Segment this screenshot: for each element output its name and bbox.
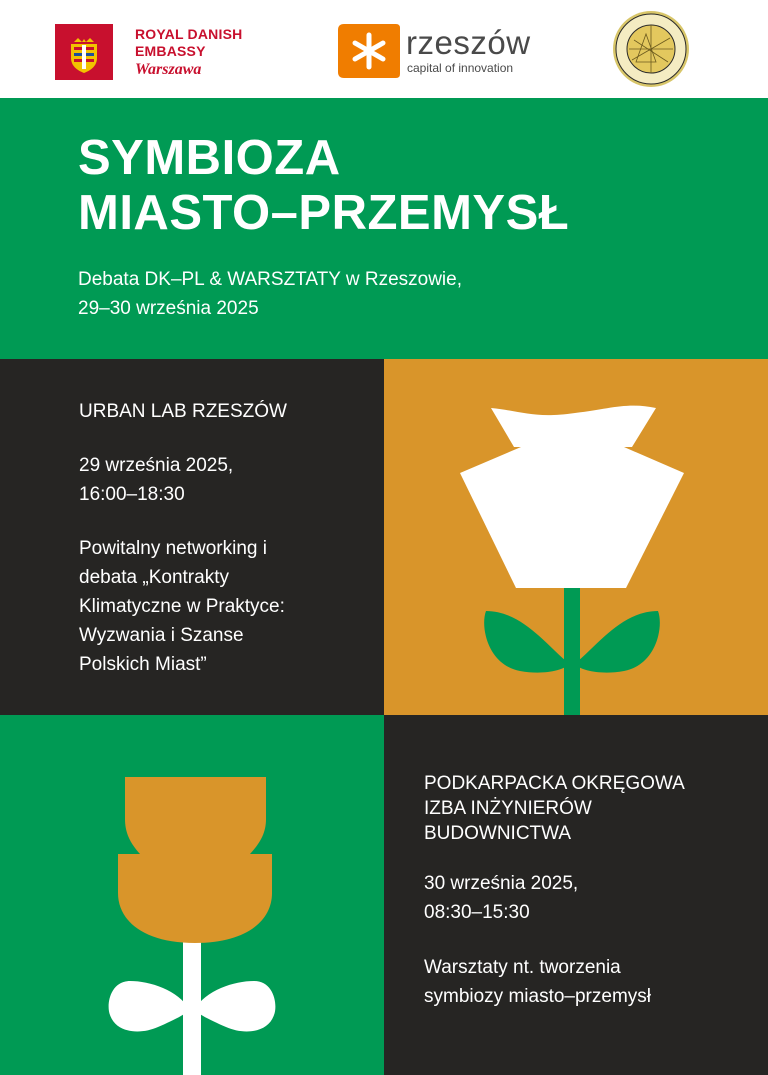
event-1-desc-line: Polskich Miast” bbox=[79, 654, 207, 675]
flower-bloom bbox=[118, 854, 272, 943]
event-1-desc-line: debata „Kontrakty bbox=[79, 567, 229, 588]
danish-coat-of-arms-icon bbox=[55, 24, 113, 80]
flower-petal-top bbox=[125, 777, 266, 854]
chamber-seal-icon bbox=[612, 10, 690, 88]
event-1-venue: URBAN LAB RZESZÓW bbox=[79, 401, 287, 422]
seal-graphic bbox=[612, 10, 690, 88]
embassy-wordmark bbox=[135, 26, 315, 79]
poster-subtitle bbox=[78, 265, 462, 323]
event-1-desc-line: Wyzwania i Szanse bbox=[79, 625, 244, 646]
event-2-venue-line: IZBA INŻYNIERÓW bbox=[424, 798, 592, 819]
event-2-description bbox=[424, 953, 651, 1011]
flower-leaf-left bbox=[109, 981, 190, 1031]
event-1-date-line-2: 16:00–18:30 bbox=[79, 484, 185, 505]
event-1-date bbox=[79, 451, 233, 509]
event-2-desc-line: symbiozy miasto–przemysł bbox=[424, 986, 651, 1007]
embassy-line-2: EMBASSY bbox=[135, 43, 206, 59]
event-1-desc-line: Powitalny networking i bbox=[79, 538, 267, 559]
event-2-date bbox=[424, 869, 578, 927]
event-2-panel bbox=[384, 715, 768, 1075]
event-2-venue-line: PODKARPACKA OKRĘGOWA bbox=[424, 773, 685, 794]
white-tulip-illustration bbox=[384, 359, 768, 715]
event-2-venue bbox=[424, 771, 685, 846]
rzeszow-name: rzeszów bbox=[406, 24, 531, 61]
event-1-description bbox=[79, 534, 285, 679]
event-2-date-line-2: 08:30–15:30 bbox=[424, 902, 530, 923]
seal-text bbox=[612, 10, 613, 11]
ochre-tulip-illustration bbox=[0, 715, 384, 1075]
subtitle-line-2: 29–30 września 2025 bbox=[78, 298, 259, 319]
event-2-desc-line: Warsztaty nt. tworzenia bbox=[424, 957, 621, 978]
logo-header bbox=[0, 0, 768, 98]
event-2-venue-line: BUDOWNICTWA bbox=[424, 823, 572, 844]
event-1-date-line-1: 29 września 2025, bbox=[79, 455, 234, 476]
rzeszow-tagline: capital of innovation bbox=[407, 61, 514, 75]
embassy-city: Warszawa bbox=[135, 61, 202, 78]
flower-leaf-right bbox=[194, 981, 275, 1031]
title-band bbox=[0, 98, 768, 359]
event-2-date-line-1: 30 września 2025, bbox=[424, 873, 579, 894]
event-1-panel bbox=[0, 359, 384, 715]
event-1-desc-line: Klimatyczne w Praktyce: bbox=[79, 596, 285, 617]
embassy-line-1: ROYAL DANISH bbox=[135, 26, 243, 42]
title-line-2: MIASTO–PRZEMYSŁ bbox=[78, 186, 570, 240]
flower-petal-top bbox=[491, 406, 656, 447]
flower-stem bbox=[564, 584, 580, 715]
flower-stem bbox=[183, 930, 201, 1075]
subtitle-line-1: Debata DK–PL & WARSZTATY w Rzeszowie, bbox=[78, 269, 462, 290]
poster-title bbox=[78, 131, 569, 241]
ochre-flower-panel bbox=[0, 715, 384, 1075]
shield-icon bbox=[69, 38, 99, 74]
title-line-1: SYMBIOZA bbox=[78, 131, 341, 185]
flower-leaf-left bbox=[484, 611, 570, 673]
white-flower-panel bbox=[384, 359, 768, 715]
flower-bloom bbox=[460, 447, 684, 588]
rzeszow-star-logo-icon bbox=[336, 22, 402, 80]
flower-leaf-right bbox=[574, 611, 660, 673]
